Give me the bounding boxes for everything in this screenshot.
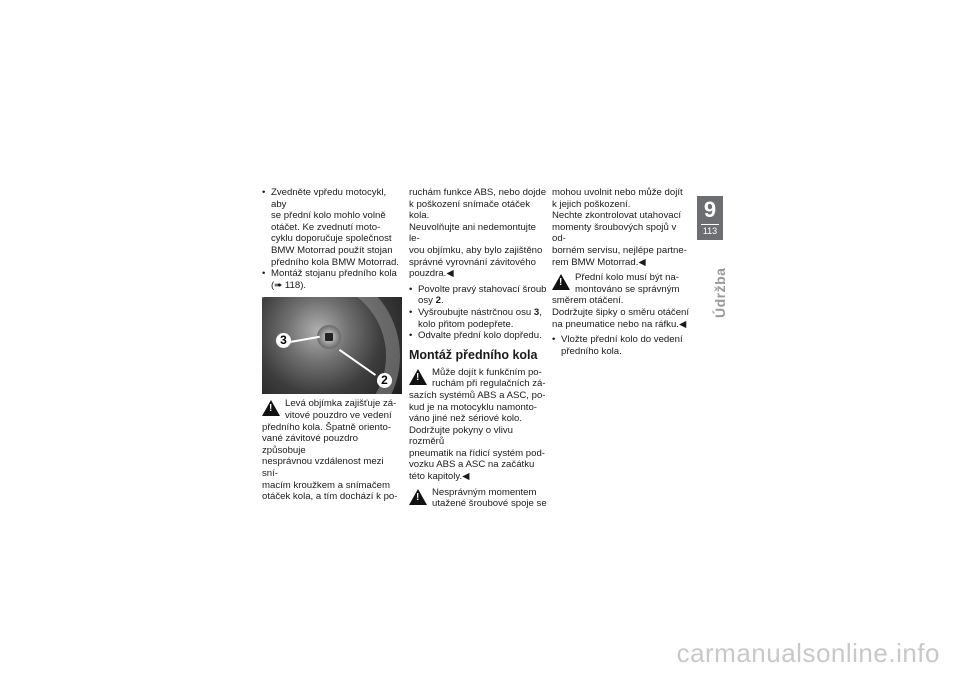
warning-icon: ! (409, 489, 427, 505)
warning-note: ! Může dojít k funkčním po- ruchám při regulačních zá- sazích systémů ABS a ASC, po- kud je na motocyklu namonto- váno jiné než sériové kolo. Dodržujte pokyny o vlivu rozměrů pneumatik na řídicí systém pod- vozku ABS a ASC na začátku této kapitoly.◀ (409, 366, 546, 483)
column-3 (552, 187, 692, 357)
section-heading: Montáž předního kola (409, 347, 538, 362)
instruction-bullet: • Odvalte přední kolo dopředu. (409, 330, 549, 342)
page-number: 113 (702, 226, 718, 236)
watermark: carmanualsonline.info (676, 638, 940, 668)
warning-note: ! Nesprávným momentem utažené šroubové spoje se (409, 487, 549, 510)
instruction-bullet: • Montáž stojanu předního kola (➠ 118). (262, 268, 402, 291)
instruction-bullet: • Vyšroubujte nástrčnou osu 3, kolo přitom podepřete. (409, 307, 549, 330)
instruction-bullet: • Povolte pravý stahovací šroub osy 2. (409, 284, 549, 307)
column-1 (262, 187, 402, 503)
callout-3: 3 (276, 333, 291, 348)
warning-note: ! Levá objímka zajišťuje zá- vitové pouzdro ve vedení předního kola. Špatně oriento- vané závitové pouzdro způsobuje nesprávnou vzdálenost mezi sní- macím kroužkem a snímačem otáček kola, a tím dochází k po- (262, 398, 398, 503)
warning-icon: ! (262, 400, 280, 416)
warning-continuation: ruchám funkce ABS, nebo dojde k poškození snímače otáček kola. Neuvolňujte ani nedemontujte le- vou objímku, aby bylo zajištěno správné vyrovnání závitového pouzdra.◀ (409, 187, 547, 280)
instruction-bullet: • Zvedněte vpředu motocykl, aby se přední kolo mohlo volně otáčet. Ke zvednutí moto- cyklu doporučuje společnost BMW Motorrad použít stojan předního kola BMW Motorrad. (262, 187, 402, 268)
wheel-axle-photo (262, 297, 402, 394)
instruction-bullet: • Vložte přední kolo do vedení předního kola. (552, 334, 692, 357)
column-2 (409, 187, 549, 510)
chapter-side-label: Údržba (712, 267, 728, 318)
warning-icon: ! (552, 274, 570, 290)
callout-2: 2 (377, 373, 392, 388)
warning-continuation: mohou uvolnit nebo může dojít k jejich poškození. Nechte zkontrolovat utahovací momenty šroubových spojů v od- borném servisu, nejlépe partne- rem BMW Motorrad.◀ (552, 187, 687, 268)
axle-hex-socket (325, 333, 333, 341)
warning-icon: ! (409, 369, 427, 385)
chapter-tab (697, 196, 723, 240)
chapter-number: 9 (703, 197, 717, 222)
warning-note: ! Přední kolo musí být na- montováno se správným směrem otáčení. Dodržujte šipky o směru otáčení na pneumatice nebo na ráfku.◀ (552, 272, 690, 330)
